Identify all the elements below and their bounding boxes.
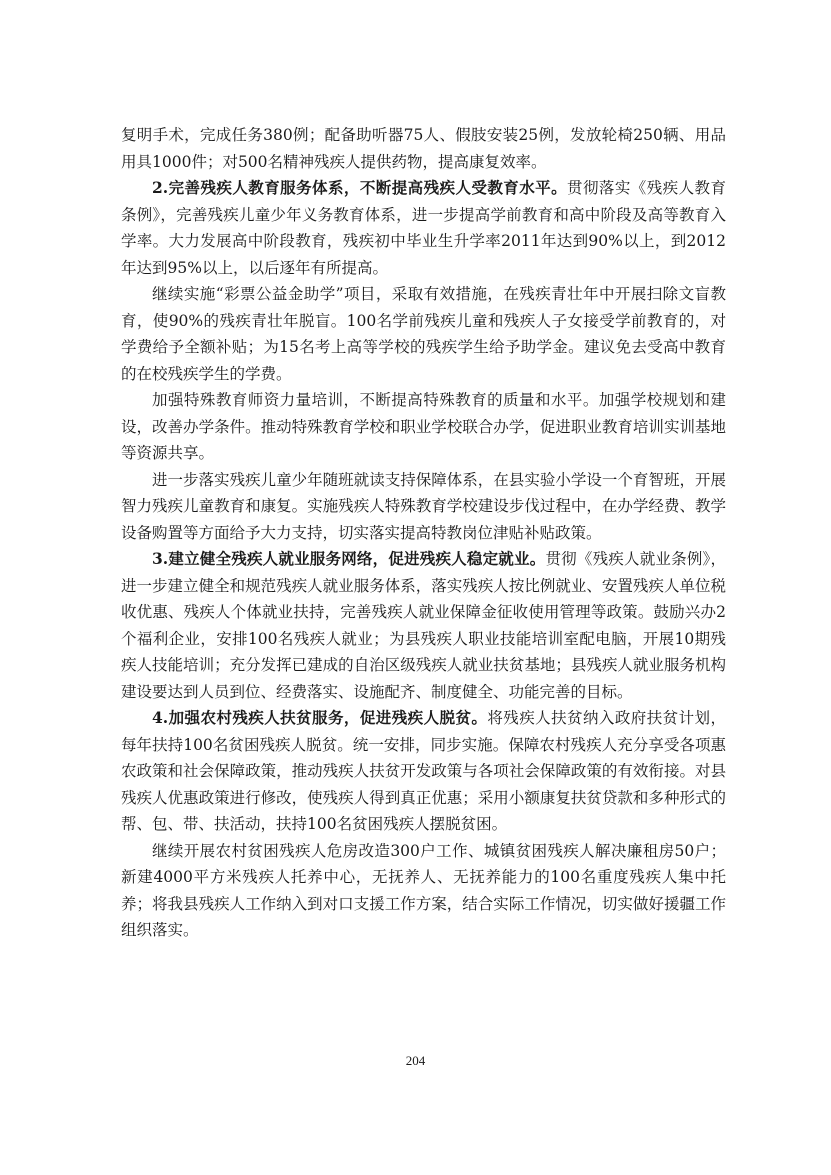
- paragraph-text: 继续实施“彩票公益金助学”项目，采取有效措施，在残疾青壮年中开展扫除文盲教育，使90%的残疾青壮年脱盲。100名学前残疾儿童和残疾人子女接受学前教育的，对学费给予全额补贴；为15名考上高等学校的残疾学生给予助学金。建议免去受高中教育的在校残疾学生的学费。: [121, 285, 726, 383]
- paragraph-text: 复明手术，完成任务380例；配备助听器75人、假肢安装25例，发放轮椅250辆、用品用具1000件；对500名精神残疾人提供药物，提高康复效率。: [121, 126, 726, 171]
- section-heading-2: 2.完善残疾人教育服务体系，不断提高残疾人受教育水平。: [152, 178, 568, 197]
- paragraph-text: 贯彻落实《残疾人教育条例》，完善残疾儿童少年义务教育体系，进一步提高学前教育和高中阶段及高等教育入学率。大力发展高中阶段教育，残疾初中毕业生升学率2011年达到90%以上，到2012年达到95%以上，以后逐年有所提高。: [121, 179, 726, 277]
- paragraph-text: 进一步落实残疾儿童少年随班就读支持保障体系，在县实验小学设一个育智班，开展智力残疾儿童教育和康复。实施残疾人特殊教育学校建设步伐过程中，在办学经费、教学设备购置等方面给予大力支持，切实落实提高特教岗位津贴补贴政策。: [121, 470, 726, 542]
- paragraph-7: [121, 705, 726, 838]
- paragraph-text: 贯彻《残疾人就业条例》，进一步建立健全和规范残疾人就业服务体系，落实残疾人按比例就业、安置残疾人单位税收优惠、残疾人个体就业扶持，完善残疾人就业保障金征收使用管理等政策。鼓励兴办2个福利企业，安排100名残疾人就业；为县残疾人职业技能培训室配电脑，开展10期残疾人技能培训；充分发挥已建成的自治区级残疾人就业扶贫基地；县残疾人就业服务机构建设要达到人员到位、经费落实、设施配齐、制度健全、功能完善的目标。: [121, 550, 726, 701]
- page-number: 204: [405, 1053, 426, 1068]
- paragraph-5: [121, 467, 726, 547]
- paragraph-2: [121, 175, 726, 281]
- paragraph-4: [121, 387, 726, 467]
- paragraph-text: 继续开展农村贫困残疾人危房改造300户工作、城镇贫困残疾人解决廉租房50户；新建4000平方米残疾人托养中心，无抚养人、无抚养能力的100名重度残疾人集中托养；将我县残疾人工作纳入到对口支援工作方案，结合实际工作情况，切实做好援疆工作组织落实。: [121, 841, 726, 939]
- paragraph-1: [121, 122, 726, 175]
- section-heading-4: 4.加强农村残疾人扶贫服务，促进残疾人脱贫。: [152, 708, 488, 727]
- section-heading-3: 3.建立健全残疾人就业服务网络，促进残疾人稳定就业。: [152, 549, 546, 568]
- paragraph-text: 将残疾人扶贫纳入政府扶贫计划，每年扶持100名贫困残疾人脱贫。统一安排，同步实施。保障农村残疾人充分享受各项惠农政策和社会保障政策，推动残疾人扶贫开发政策与各项社会保障政策的有效衔接。对县残疾人优惠政策进行修改，使残疾人得到真正优惠；采用小额康复扶贫贷款和多种形式的帮、包、带、扶活动，扶持100名贫困残疾人摆脱贫困。: [121, 709, 726, 833]
- body-text: [121, 122, 726, 944]
- paragraph-8: [121, 838, 726, 944]
- paragraph-3: [121, 281, 726, 387]
- paragraph-6: [121, 546, 726, 705]
- paragraph-text: 加强特殊教育师资力量培训，不断提高特殊教育的质量和水平。加强学校规划和建设，改善办学条件。推动特殊教育学校和职业学校联合办学，促进职业教育培训实训基地等资源共享。: [121, 391, 726, 462]
